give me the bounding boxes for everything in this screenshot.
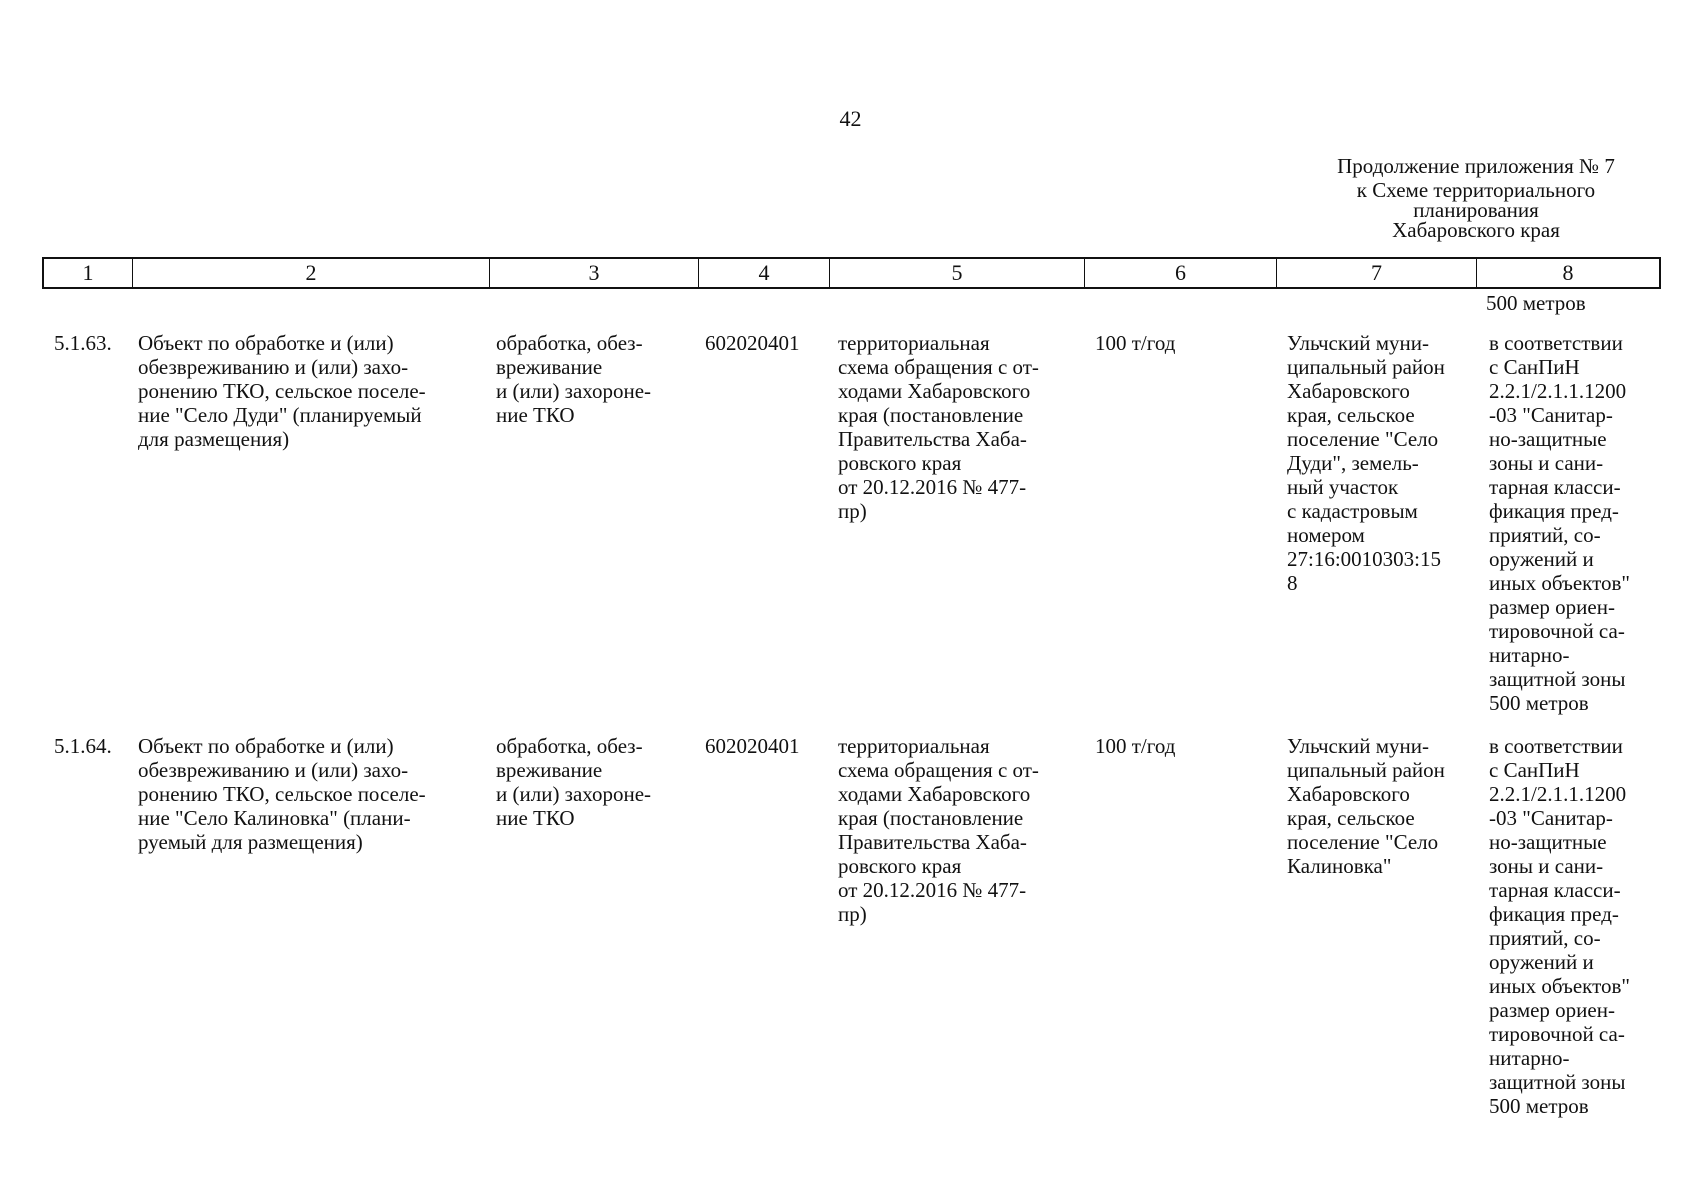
page-number: 42 [839,106,862,131]
column-header-2: 2 [133,259,490,287]
capacity: 100 т/год [1095,331,1176,355]
object-name: Объект по обработке и (или) обезвреживанию и (или) захо- ронению ТКО, сельское поселе- ние "Село Дуди" (планируемый для размещения) [138,331,426,451]
capacity: 100 т/год [1095,734,1176,758]
row-number: 5.1.63. [54,331,112,355]
caption-line-4: Хабаровского края [1392,218,1560,242]
column-header-8: 8 [1562,260,1574,285]
caption-line-2: к Схеме территориального [1356,178,1596,202]
object-purpose: обработка, обез- вреживание и (или) захороне- ние ТКО [496,331,652,427]
column-header-6: 6 [1085,259,1277,287]
table-header-row [42,257,1661,289]
sanitary-zone: в соответствии с СанПиН 2.2.1/2.1.1.1200 -03 "Санитар- но-защитные зоны и сани- тарная класси- фикация пред- приятий, со- оружений и иных объектов" размер ориен- тировочной са- нитарно- защитной зоны 500 метров [1489,734,1630,1118]
column-header-7: 7 [1277,259,1477,287]
legal-basis: территориальная схема обращения с от- ходами Хабаровского края (постановление Правительства Хаба- ровского края от 20.12.2016 № 477- пр) [838,331,1039,523]
caption-line-3: планирования [1413,198,1539,222]
location: Ульчский муни- ципальный район Хабаровского края, сельское поселение "Село Дуди", земель- ный участок с кадастровым номером 27:16:0010303:15 8 [1287,331,1445,595]
column-header-5: 5 [830,259,1085,287]
row-number: 5.1.64. [54,734,112,758]
carryover-zone-text: 500 метров [1486,291,1586,315]
column-header-1: 1 [44,259,133,287]
sanitary-zone: в соответствии с СанПиН 2.2.1/2.1.1.1200 -03 "Санитар- но-защитные зоны и сани- тарная класси- фикация пред- приятий, со- оружений и иных объектов" размер ориен- тировочной са- нитарно- защитной зоны 500 метров [1489,331,1630,715]
location: Ульчский муни- ципальный район Хабаровского края, сельское поселение "Село Калиновка" [1287,734,1445,878]
caption-line-1: Продолжение приложения № 7 [1337,154,1615,178]
object-name: Объект по обработке и (или) обезвреживанию и (или) захо- ронению ТКО, сельское поселе- ние "Село Калиновка" (плани- руемый для размещения) [138,734,426,854]
object-code: 602020401 [705,331,800,355]
column-header-3: 3 [490,259,699,287]
appendix-caption [1296,155,1656,241]
object-code: 602020401 [705,734,800,758]
column-header-4: 4 [699,259,830,287]
legal-basis: территориальная схема обращения с от- ходами Хабаровского края (постановление Правительства Хаба- ровского края от 20.12.2016 № 477- пр) [838,734,1039,926]
object-purpose: обработка, обез- вреживание и (или) захороне- ние ТКО [496,734,652,830]
